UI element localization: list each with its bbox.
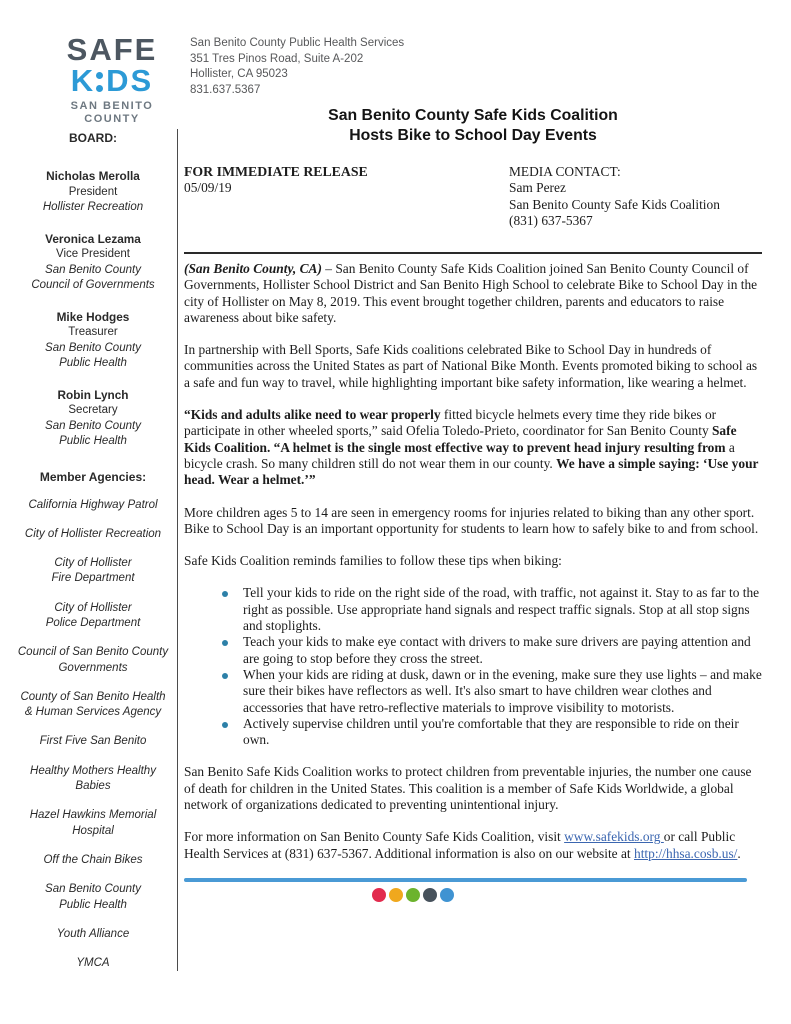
- info-text: For more information on San Benito County Safe Kids Coalition, visit: [184, 829, 565, 845]
- paragraph-tips-intro: Safe Kids Coalition reminds families to follow these tips when biking:: [184, 553, 562, 569]
- tip-text: When your kids are riding at dusk, dawn or in the evening, make sure they use lights – and make sure their bikes have reflectors as well. It's also smart to have children wear clothes and accessories that have retro-reflective materials to improve visibility to motorists.: [243, 666, 762, 715]
- member-name: Mike Hodges: [56, 309, 130, 324]
- media-contact-phone: (831) 637-5367: [509, 212, 593, 228]
- agency-line: YMCA: [76, 957, 110, 970]
- agency-item: [12, 882, 174, 913]
- hhsa-website-link[interactable]: http://hhsa.cosb.us/: [634, 845, 738, 861]
- agency-item: [12, 734, 174, 749]
- safe-kids-logo: [50, 34, 174, 126]
- member-name: Nicholas Merolla: [46, 169, 140, 183]
- agency-item: [12, 927, 174, 942]
- member-role: Vice President: [56, 248, 130, 260]
- agency-item: [12, 601, 174, 632]
- quote-segment: a bicycle crash. So many children still do not wear them in our county.: [184, 439, 735, 471]
- member-name: Veronica Lezama: [45, 231, 141, 246]
- safekids-org-link[interactable]: www.safekids.org: [564, 829, 664, 845]
- logo-subtext-san-benito: SAN BENITO: [70, 100, 154, 112]
- board-heading: BOARD:: [69, 131, 117, 145]
- paragraph-mission: San Benito Safe Kids Coalition works to protect children from preventable injuries, the number one cause of death for children in the United States. This coalition is a member of Safe Kids Worldwide, a global network of organizations dedicated to preventing unintentional injury.: [184, 764, 752, 813]
- member-org-line: San Benito County: [45, 419, 141, 432]
- logo-subtext-county: COUNTY: [84, 113, 140, 125]
- agency-line: Governments: [58, 661, 128, 674]
- footer-dots: [372, 888, 762, 902]
- agency-item: [12, 853, 174, 868]
- footer-dot-orange-icon: [389, 888, 403, 902]
- release-block: [184, 164, 368, 197]
- paragraph-text: – San Benito County Safe Kids Coalition joined San Benito County Council of Governments, Hollister School District and San Benito High School to celebrate Bike to School Day in the city of Hollister on May 8, 2019. This event brought together children, parents and educators to raise awareness about bike safety.: [184, 261, 758, 325]
- tip-text: Tell your kids to ride on the right side of the road, with traffic, not against it. Stay to as far to the right as possible. Use appropriate hand signals and respect traffic signals. Stop at all stop signs and stoplights.: [243, 585, 760, 634]
- list-item: [184, 667, 762, 716]
- member-agencies-heading: Member Agencies:: [39, 469, 147, 484]
- member-org-line: Public Health: [59, 435, 127, 447]
- agency-item: [12, 808, 174, 839]
- colon-dots-icon: [96, 72, 103, 92]
- bullet-icon: [222, 640, 228, 646]
- release-date: 05/09/19: [184, 180, 232, 196]
- logo-k: K: [70, 63, 96, 98]
- letterhead-phone: 831.637.5367: [190, 83, 261, 96]
- footer-rule: [184, 878, 747, 882]
- agency-line: Police Department: [45, 616, 141, 629]
- media-contact-org: San Benito County Safe Kids Coalition: [509, 196, 720, 212]
- member-name: Robin Lynch: [57, 387, 129, 402]
- paragraph-more-info: [184, 829, 762, 862]
- agency-line: Off the Chain Bikes: [43, 853, 143, 866]
- safety-tips-list: [184, 585, 762, 748]
- agency-line: County of San Benito Health: [20, 690, 166, 703]
- footer-dot-green-icon: [406, 888, 420, 902]
- tip-text: Actively supervise children until you're comfortable that they are responsible to ride on their own.: [243, 715, 739, 748]
- board-member: [12, 310, 174, 372]
- agency-line: City of Hollister: [54, 557, 132, 570]
- member-role: President: [68, 185, 118, 198]
- quote-segment: “Kids and adults alike need to wear properly: [184, 407, 444, 423]
- paragraph-quote: [184, 407, 762, 488]
- agency-item: [12, 498, 174, 513]
- agency-line: Fire Department: [51, 572, 135, 585]
- list-item: [184, 634, 762, 667]
- member-org-line: San Benito County: [45, 263, 141, 276]
- release-label: FOR IMMEDIATE RELEASE: [184, 164, 368, 179]
- member-org-line: Hollister Recreation: [42, 201, 144, 213]
- agency-line: Council of San Benito County: [17, 646, 169, 659]
- agency-line: City of Hollister Recreation: [24, 527, 162, 540]
- info-text: .: [737, 845, 741, 861]
- agency-item: [12, 527, 174, 542]
- logo-kids-text: [50, 65, 174, 96]
- letterhead-address2: Hollister, CA 95023: [190, 68, 288, 80]
- info-text: or call Public Health Services at (831) 637-5367. Additional information is also on our website at: [184, 829, 736, 861]
- logo-safe-text: SAFE: [66, 32, 158, 67]
- agency-line: City of Hollister: [54, 601, 132, 614]
- bullet-icon: [222, 673, 228, 679]
- agency-item: [12, 645, 174, 676]
- board-member: [12, 169, 174, 216]
- press-release-body: [184, 106, 762, 902]
- quote-segment: Safe Kids Coalition. “A helmet is the single most effective way to prevent head injury resulting from: [184, 423, 737, 455]
- agency-item: [12, 956, 174, 971]
- media-contact-block: [509, 164, 720, 229]
- footer-dot-blue-icon: [440, 888, 454, 902]
- bullet-icon: [222, 722, 228, 728]
- agency-line: San Benito County: [45, 883, 141, 896]
- dateline: (San Benito County, CA): [184, 261, 322, 276]
- list-item: [184, 585, 762, 634]
- title-line1: San Benito County Safe Kids Coalition: [328, 107, 618, 124]
- agency-line: Youth Alliance: [56, 927, 130, 940]
- title-line2: Hosts Bike to School Day Events: [349, 127, 597, 144]
- quote-segment: We have a simple saying: ‘Use your head. Wear a helmet.’”: [184, 455, 759, 488]
- media-contact-label: MEDIA CONTACT:: [509, 164, 621, 179]
- paragraph-partnership: In partnership with Bell Sports, Safe Kids coalitions celebrated Bike to School Day in hundreds of communities across the United States as part of National Bike Month. Events promoted biking to school as a safe and fun way to travel, while highlighting important bike safety information, like wearing a helmet.: [184, 342, 758, 390]
- agency-item: [12, 764, 174, 795]
- agency-item: [12, 690, 174, 721]
- board-member: [12, 388, 174, 450]
- list-item: [184, 716, 762, 749]
- quote-segment: fitted bicycle helmets every time they ride bikes or participate in other wheeled sports,” said Ofelia Toledo-Prieto, coordinator for San Benito County: [184, 407, 717, 439]
- release-contact-row: [184, 164, 762, 252]
- member-org-line: Public Health: [59, 357, 127, 369]
- agency-line: First Five San Benito: [39, 735, 147, 748]
- paragraph-statistics: More children ages 5 to 14 are seen in emergency rooms for injuries related to biking than any other sport. Bike to School Day is an important opportunity for students to learn how to safely bike to and from school.: [184, 504, 759, 536]
- letterhead-org: San Benito County Public Health Services: [190, 37, 405, 49]
- member-role: Secretary: [68, 404, 118, 416]
- header-rule: [184, 252, 762, 254]
- board-member: [12, 232, 174, 294]
- page-title: [184, 106, 762, 146]
- member-role: Treasurer: [68, 326, 118, 338]
- agency-line: California Highway Patrol: [28, 498, 158, 511]
- paragraph-intro: [184, 261, 762, 326]
- agency-line: Hospital: [72, 824, 114, 837]
- letterhead: [190, 36, 404, 98]
- footer-dot-slate-icon: [423, 888, 437, 902]
- agency-line: Hazel Hawkins Memorial: [29, 809, 157, 822]
- agency-line: Public Health: [59, 898, 127, 911]
- letterhead-address1: 351 Tres Pinos Road, Suite A-202: [190, 52, 364, 65]
- member-org-line: Council of Governments: [31, 279, 155, 291]
- agency-line: Healthy Mothers Healthy: [30, 764, 156, 777]
- tip-text: Teach your kids to make eye contact with drivers to make sure drivers are paying attention and are going to stop before they cross the street.: [243, 634, 751, 666]
- agency-line: & Human Services Agency: [24, 706, 162, 719]
- agency-item: [12, 556, 174, 587]
- media-contact-name: Sam Perez: [509, 180, 566, 196]
- sidebar-divider: [177, 129, 178, 971]
- member-org-line: San Benito County: [45, 341, 141, 354]
- agency-line: Babies: [75, 780, 111, 793]
- footer-dot-red-icon: [372, 888, 386, 902]
- bullet-icon: [222, 591, 228, 597]
- board-sidebar: [12, 131, 174, 985]
- logo-ds: DS: [106, 63, 154, 98]
